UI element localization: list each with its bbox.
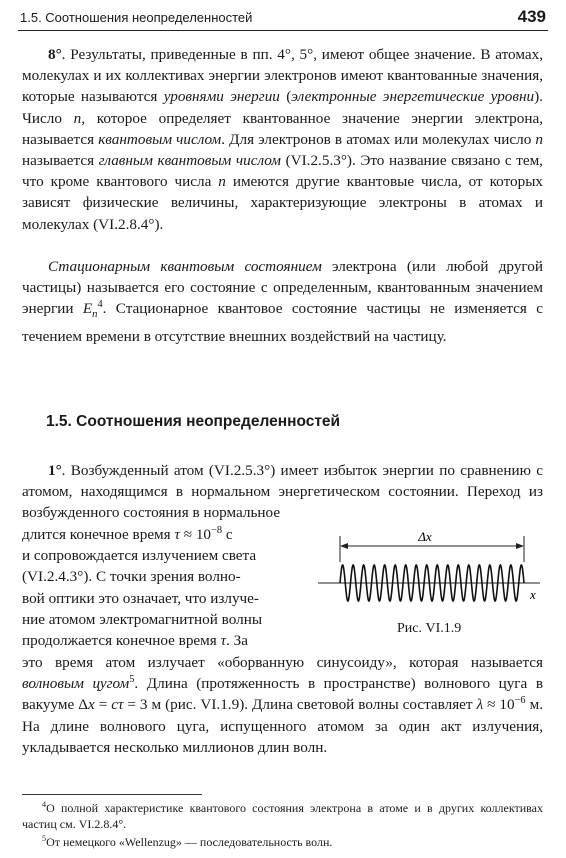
term-principal-quantum-number: главным квантовым числом [98,152,281,170]
footnote-rule [22,794,202,795]
paragraph-1-narrow: длится конечное время $\tau \approx 10^{-8}$ с и сопровождается излучением света (VI.2.4.3°). С точки зрения волно- вой оптики это означает, что излуче- ние атомом электромагнитной волны продолжается конечное время τ. За [22,524,263,650]
section-title: 1.5. Соотношения неопределенностей [46,413,341,430]
paragraph-1-intro: 1°. Возбужденный атом (VI.2.5.3°) имеет избыток энергии по сравнению с атомом, находящимся в нормальном энергетическом состоянии. Переход из возбужденного состояния в нормальное [22,462,543,522]
term-wave-train: волновым цугом [22,675,130,693]
footnote-ref-5: 5 [129,674,135,686]
paragraph-number: 1° [48,462,62,479]
term-energy-levels: уровнями энергии [163,88,280,106]
figure-caption: Рис. VI.1.9 [397,621,462,636]
term-stationary-state: Стационарным квантовым состоянием [48,258,322,275]
footnote-4: $^4$О полной характеристике квантового состояния электрона в атоме и в других коллективах частиц см. VI.2.8.4°. [22,800,543,831]
paragraph-number: 8° [48,46,62,63]
paragraph-stationary-state: Стационарным квантовым состоянием электрона (или любой другой частицы) называется его состояние с определенным, квантованным значением энергии $E_n^4$. Стационарное квантовое состояние частицы не изменяется с течением времени в отсутствие внешних воздействий на частицу. [22,258,543,345]
term-quantum-number: квантовым числом [98,130,222,148]
x-axis-label: x [530,587,536,602]
page-number: 439 [517,7,546,26]
paragraph-1-rest: это время атом излучает «оборванную синусоиду», которая называется волновым цугом$^5$. Длина (протяженность в пространстве) волнового цуга в вакууме Δx = cτ = 3 м (рис. VI.1.9). Длина световой волны составляет $\lambda \approx 10^{-6}$ м. На длине волнового цуга, испущенного атомом за один акт излучения, укладывается несколько миллионов длин волн. [22,654,543,756]
arrow-right-icon [516,543,524,549]
footnote-ref-4: 4 [97,299,103,311]
arrow-left-icon [340,543,348,549]
running-title: 1.5. Соотношения неопределенностей [20,10,253,25]
dx-label: Δx [418,529,432,544]
footnote-5: $^5$От немецкого «Wellenzug» — последовательность волн. [42,834,333,849]
page-header [18,6,548,31]
paragraph-8: 8°. Результаты, приведенные в пп. 4°, 5°, имеют общее значение. В атомах, молекулах и их коллективах энергии электронов имеют квантованные значения, которые называются уровнями энергии (электронные энергетические уровни). Число n, которое определяет квантованное значение энергии электрона, называется квантовым числом. Для электронов в атомах или молекулах число n называется главным квантовым числом (VI.2.5.3°). Это название связано с тем, что кроме квантового числа n имеются другие квантовые числа, от которых зависят физические величины, характеризующие электроны в атомах и молекулах (VI.2.8.4°). [22,46,544,233]
